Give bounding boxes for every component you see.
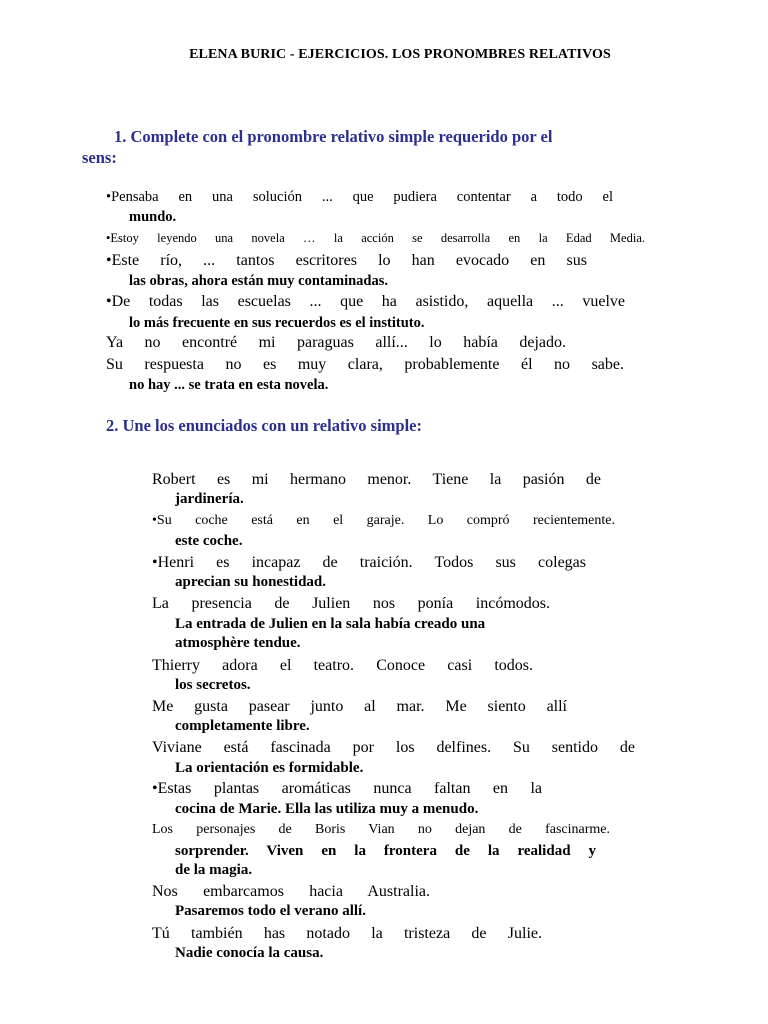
ex2-item-4-cont-2: atmosphère tendue. bbox=[175, 635, 301, 651]
ex2-item-6: Me gusta pasear junto al mar. Me siento allí bbox=[152, 698, 567, 715]
ex2-item-8: •Estas plantas aromáticas nunca faltan en la bbox=[152, 780, 542, 797]
ex2-item-10: Nos embarcamos hacia Australia. bbox=[152, 883, 430, 900]
ex2-item-4-cont: La entrada de Julien en la sala había creado una bbox=[175, 616, 486, 632]
document-title: ELENA BURIC - EJERCICIOS. LOS PRONOMBRES RELATIVOS bbox=[189, 47, 611, 62]
ex2-item-3-cont: aprecian su honestidad. bbox=[175, 574, 327, 590]
ex2-item-6-cont: completamente libre. bbox=[175, 718, 310, 734]
exercise2-heading: 2. Une los enunciados con un relativo simple: bbox=[106, 416, 422, 435]
ex1-item-6-cont: no hay ... se trata en esta novela. bbox=[129, 377, 329, 393]
ex2-item-9-cont-2: de la magia. bbox=[175, 862, 253, 878]
ex1-item-1: •Pensaba en una solución ... que pudiera contentar a todo el bbox=[106, 189, 613, 205]
ex2-item-4: La presencia de Julien nos ponía incómodos. bbox=[152, 595, 550, 612]
ex2-item-3: •Henri es incapaz de traición. Todos sus colegas bbox=[152, 554, 586, 571]
exercise1-heading: 1. Complete con el pronombre relativo simple requerido por el bbox=[114, 127, 553, 146]
ex1-item-2: •Estoy leyendo una novela … la acción se desarrolla en la Edad Media. bbox=[106, 231, 645, 245]
exercise1-heading-cont: sens: bbox=[82, 148, 117, 167]
ex1-item-4: •De todas las escuelas ... que ha asistido, aquella ... vuelve bbox=[106, 293, 625, 310]
ex1-item-1-cont: mundo. bbox=[129, 209, 177, 225]
ex2-item-10-cont: Pasaremos todo el verano allí. bbox=[175, 903, 366, 919]
ex1-item-6: Su respuesta no es muy clara, probablemente él no sabe. bbox=[106, 356, 624, 373]
ex1-item-4-cont: lo más frecuente en sus recuerdos es el instituto. bbox=[129, 315, 425, 331]
ex2-item-11: Tú también has notado la tristeza de Julie. bbox=[152, 925, 542, 942]
ex1-item-3-cont: las obras, ahora están muy contaminadas. bbox=[129, 273, 389, 289]
ex2-item-7-cont: La orientación es formidable. bbox=[175, 760, 364, 776]
ex2-item-9-cont: sorprender. Viven en la frontera de la realidad y bbox=[175, 843, 596, 859]
ex2-item-5-cont: los secretos. bbox=[175, 677, 251, 693]
ex2-item-2-cont: este coche. bbox=[175, 533, 243, 549]
ex2-item-1-cont: jardinería. bbox=[175, 491, 244, 507]
ex2-item-7: Viviane está fascinada por los delfines. Su sentido de bbox=[152, 739, 635, 756]
ex1-item-3: •Este río, ... tantos escritores lo han evocado en sus bbox=[106, 252, 587, 269]
ex2-item-1: Robert es mi hermano menor. Tiene la pasión de bbox=[152, 471, 601, 488]
ex2-item-11-cont: Nadie conocía la causa. bbox=[175, 945, 324, 961]
ex2-item-9: Los personajes de Boris Vian no dejan de fascinarme. bbox=[152, 822, 610, 837]
ex2-item-2: •Su coche está en el garaje. Lo compró recientemente. bbox=[152, 513, 615, 528]
ex2-item-8-cont: cocina de Marie. Ella las utiliza muy a menudo. bbox=[175, 801, 479, 817]
ex2-item-5: Thierry adora el teatro. Conoce casi todos. bbox=[152, 657, 533, 674]
ex1-item-5: Ya no encontré mi paraguas allí... lo había dejado. bbox=[106, 334, 566, 351]
